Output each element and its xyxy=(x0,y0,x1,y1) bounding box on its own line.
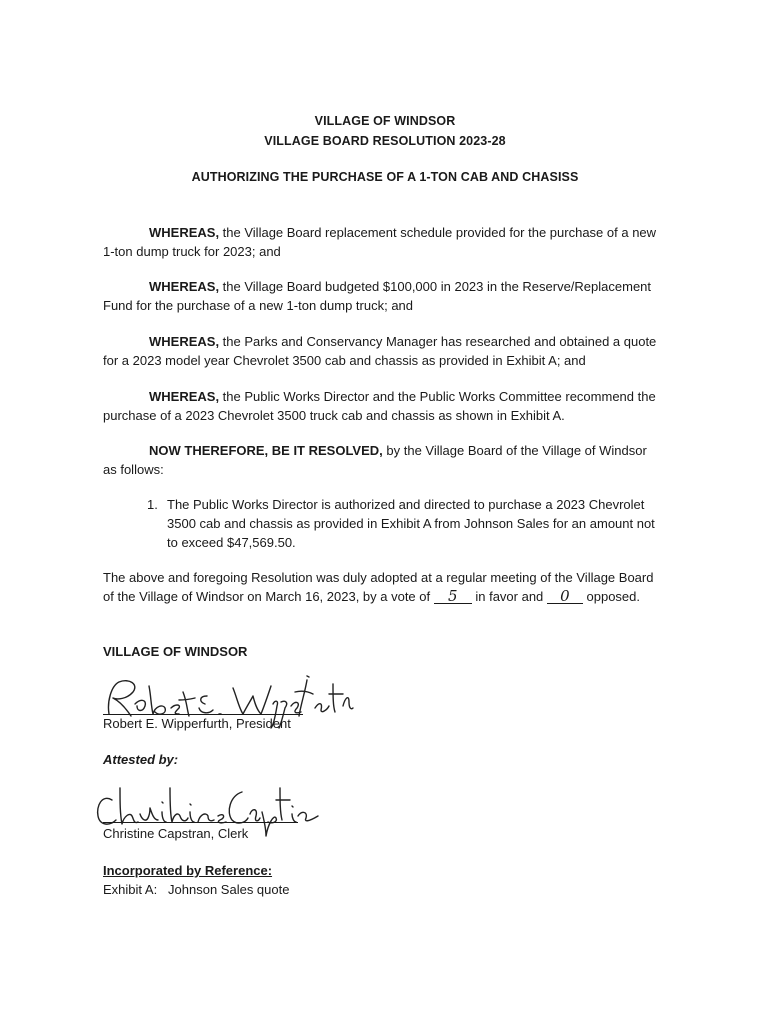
whereas-text: the Village Board replacement schedule provided for the purchase of a new 1-ton dump truck for 2023; and xyxy=(103,225,657,259)
clerk-signature-line xyxy=(103,822,298,823)
whereas-text: the Parks and Conservancy Manager has researched and obtained a quote for a 2023 model year Chevrolet 3500 cab and chassis as provided in Exhibit A; and xyxy=(103,334,657,368)
whereas-lead: WHEREAS, xyxy=(149,389,220,404)
signature-organization: VILLAGE OF WINDSOR xyxy=(103,644,248,659)
adoption-statement xyxy=(103,568,663,606)
adoption-text-middle: in favor and xyxy=(471,589,547,604)
whereas-text: the Public Works Director and the Public Works Committee recommend the purchase of a 2023 Chevrolet 3500 truck cab and chassis as shown in Exhibit A. xyxy=(103,389,656,423)
clerk-name: Christine Capstran, Clerk xyxy=(103,826,249,841)
whereas-lead: WHEREAS, xyxy=(149,334,220,349)
village-heading: VILLAGE OF WINDSOR xyxy=(314,114,456,128)
president-name: Robert E. Wipperfurth, President xyxy=(103,716,291,731)
resolution-title: AUTHORIZING THE PURCHASE OF A 1-TON CAB AND CHASISS xyxy=(191,170,579,184)
resolved-lead: NOW THEREFORE, BE IT RESOLVED, xyxy=(149,443,383,458)
whereas-text: the Village Board budgeted $100,000 in 2023 in the Reserve/Replacement Fund for the purchase of a new 1-ton dump truck; and xyxy=(103,279,652,313)
resolved-text: by the Village Board of the Village of Windsor as follows: xyxy=(103,443,647,477)
list-number: 1. xyxy=(147,497,158,512)
adoption-text-after: opposed. xyxy=(582,589,640,604)
list-text: The Public Works Director is authorized and directed to purchase a 2023 Chevrolet 3500 cab and chassis as provided in Exhibit A from Johnson Sales for an amount not to exceed $47,569.50. xyxy=(167,497,655,550)
whereas-lead: WHEREAS, xyxy=(149,225,220,240)
incorporated-by-reference-label: Incorporated by Reference: xyxy=(103,863,273,878)
resolution-number-heading: VILLAGE BOARD RESOLUTION 2023-28 xyxy=(264,134,506,148)
whereas-paragraph-4 xyxy=(103,387,663,425)
resolved-paragraph xyxy=(103,441,663,479)
adoption-text-before: The above and foregoing Resolution was duly adopted at a regular meeting of the Village Board of the Village of Windsor on March 16, 2023, by a vote of xyxy=(103,570,654,604)
exhibit-reference: Exhibit A: Johnson Sales quote xyxy=(103,882,290,897)
whereas-paragraph-1 xyxy=(103,223,663,261)
whereas-paragraph-2 xyxy=(103,277,663,315)
whereas-lead: WHEREAS, xyxy=(149,279,220,294)
attested-label: Attested by: xyxy=(103,752,179,767)
whereas-paragraph-3 xyxy=(103,332,663,370)
opposed-count-field: 0 xyxy=(547,589,583,604)
favor-count-field: 5 xyxy=(434,589,472,604)
